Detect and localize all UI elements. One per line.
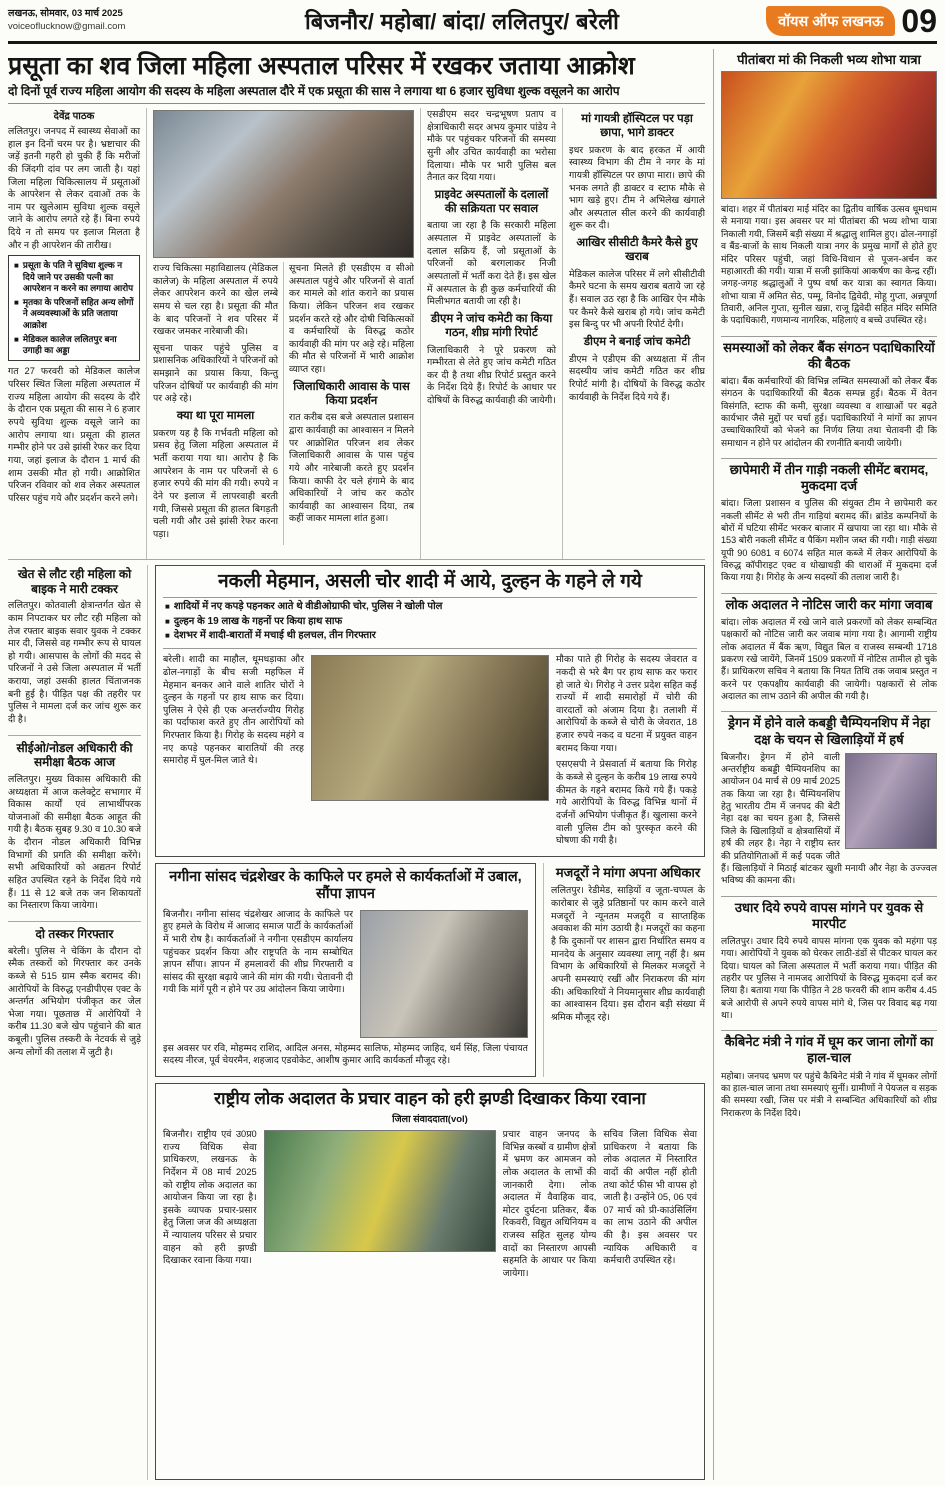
masthead-right (766, 5, 937, 37)
story-body: बांदा। जिला प्रशासन व पुलिस की संयुक्त टीम ने छापेमारी कर नकली सीमेंट से भरी तीन गाड़ियां बरामद कीं। ब्रांडेड कम्पनियों के बोरों में घटिया सीमेंट भरकर बाजार में खपाया जा रहा था। मौके से 153 बोरी नकली सीमेंट व पैकिंग मशीन जब्त की गयी। गाड़ी संख्या यूपी 90 6081 व 6074 सहित माल कब्जे में लेकर आरोपियों के विरुद्ध कॉपीराइट एक्ट व धोखाधड़ी की धाराओं में मुकदमा दर्ज किया गया है। गिरोह के अन्य सदस्यों की तलाश जारी है। (721, 498, 937, 583)
story-body: एसएसपी ने प्रेसवार्ता में बताया कि गिरोह के कब्जे से दुल्हन के करीब 19 लाख रुपये कीमत के गहने बरामद किये गये हैं। पकड़े गये आरोपियों के विरुद्ध विभिन्न थानों में दर्जनों अभियोग पंजीकृत हैं। खुलासा करने वाली पुलिस टीम को पुरस्कृत करने की घोषणा की गयी है। (556, 759, 697, 846)
story-headline: छापेमारी में तीन गाड़ी नकली सीमेंट बरामद, मुकदमा दर्ज (729, 462, 929, 494)
right-story-lok-adalat-notice (721, 594, 937, 713)
story-body: ललितपुर। कोतवाली क्षेत्रान्तर्गत खेत से काम निपटाकर घर लौट रही महिला को तेज रफ्तार बाइक सवार युवक ने टक्कर मार दी, जिससे वह गम्भीर रूप से घायल हो गयी। आसपास के लोगों की मदद से परिजनों ने उसे जिला अस्पताल में भर्ती कराया, जहां उसकी हालत चिंताजनक बनी हुई है। पीड़ित पक्ष की तहरीर पर पुलिस ने मामला दर्ज कर जांच शुरू कर दी है। (8, 600, 141, 725)
highlight-item (165, 616, 695, 629)
bullet-icon: ■ (165, 601, 170, 611)
lok-adalat-story (155, 1083, 705, 1480)
lead-subhead: दो दिनों पूर्व राज्य महिला आयोग की सदस्य के महिला अस्पताल दौरे में एक प्रसूता की सास ने लगाया था 6 हजार सुविधा शुल्क वसूलने का आरोप (8, 84, 705, 104)
story-body: सचिव जिला विधिक सेवा प्राधिकरण ने बताया कि लोक अदालत में निस्तारित वादों की अपील नहीं होती तथा कोर्ट फीस भी वापस हो जाती है। उन्होंने 05, 06 एवं 07 मार्च को प्री-काउंसिलिंग का लाभ उठाने की अपील की है। इस अवसर पर न्यायिक अधिकारी व कर्मचारी उपस्थित रहे। (603, 1128, 697, 1266)
rail-story-smugglers-arrested (8, 927, 141, 1067)
body-paragraph: प्रकरण यह है कि गर्भवती महिला को प्रसव हेतु जिला महिला अस्पताल में भर्ती कराया गया था। आरोप है कि आपरेशन के नाम पर परिजनों से 6 हजार रुपये की मांग की गयी। रुपये न देने पर इलाज में लापरवाही बरती गयी, जिससे प्रसूता की हालत बिगड़ती चली गयी और उसे झांसी रेफर करना पड़ा। (153, 427, 279, 539)
story-body: ललितपुर। उधार दिये रुपये वापस मांगना एक युवक को महंगा पड़ गया। आरोपियों ने युवक को घेरकर लाठी-डंडों से पीटकर घायल कर दिया। घायल को जिला अस्पताल में भर्ती कराया गया। पीड़ित की तहरीर पर पुलिस ने नामजद आरोपियों के विरुद्ध मुकदमा दर्ज कर लिया है। बताया गया कि पीड़ित ने 28 फरवरी की शाम करीब 4.45 बजे आरोपी से अपने रुपये वापस मांगे थे, जिस पर विवाद बढ़ गया था। (721, 935, 937, 1020)
story-headline: दो तस्कर गिरफ्तार (35, 926, 114, 941)
brand-badge: वॉयस ऑफ लखनऊ (766, 6, 895, 36)
story-headline: मजदूरों ने मांगा अपना अधिकार (555, 864, 701, 880)
memorandum-handover-photo (360, 910, 528, 1038)
story-headline: ड्रेगन में होने वाले कबड्डी चैम्पियनशिप में नेहा दक्ष के चयन से खिलाड़ियों में हर्ष (727, 715, 931, 747)
story-body: बांदा। लोक अदालत में रखे जाने वाले प्रकरणों को लेकर सम्बन्धित पक्षकारों को नोटिस जारी कर जवाब मांगा गया है। आगामी राष्ट्रीय लोक अदालत में बैंक ऋण, विद्युत बिल व राजस्व सम्बन्धी 1718 प्रकरण रखे जायेंगे, जिनमें 1509 प्रकरणों में नोटिस तामील हो चुके हैं। प्राधिकरण सचिव ने बताया कि नियत तिथि तक जवाब प्रस्तुत न करने पर एकपक्षीय कार्यवाही की जायेगी। पक्षकारों से लोक अदालत का लाभ उठाने की अपील की गयी है। (721, 616, 937, 702)
story-columns (163, 1128, 697, 1284)
bullet-icon: ■ (14, 334, 19, 344)
body-paragraph: रात करीब दस बजे अस्पताल प्रशासन द्वारा कार्यवाही का आश्वासन न मिलने पर आक्रोशित परिजन शव लेकर जिलाधिकारी आवास के पास पहुंच गये और नारेबाजी करते हुए प्रदर्शन किया। काफी देर चले हंगामे के बाद अधिकारियों ने जांच कर कठोर कार्यवाही का आश्वासन दिया, तब कहीं जाकर मामला शांत हुआ। (289, 412, 415, 524)
story-bullets (163, 597, 697, 649)
story-headline: लोक अदालत ने नोटिस जारी कर मांगा जवाब (725, 596, 933, 612)
section-subhead: मां गायत्री हॉस्पिटल पर पड़ा छापा, भागे डाक्टर (581, 113, 693, 139)
right-story-fake-cement (721, 459, 937, 594)
story-headline: राष्ट्रीय लोक अदालत के प्रचार वाहन को हरी झण्डी दिखाकर किया रवाना (214, 1088, 646, 1108)
bullet-icon: ■ (165, 631, 170, 641)
lead-col-1 (8, 108, 147, 559)
story-body: मौका पाते ही गिरोह के सदस्य जेवरात व नकदी से भरे बैग पर हाथ साफ कर फरार हो जाते थे। गिरोह ने उत्तर प्रदेश सहित कई राज्यों में शादी समारोहों में चोरी की वारदातों को अंजाम दिया है। तलाशी में आरोपियों के कब्जे से चोरी के जेवरात, 18 हजार रुपये नकद व घटना में प्रयुक्त वाहन बरामद किया गया। (556, 654, 697, 753)
story-headline: सीईओ/नोडल अधिकारी की समीक्षा बैठक आज (16, 740, 133, 770)
highlight-text: शादियों में नए कपड़े पहनकर आते थे वीडीओग्राफी चोर, पुलिस ने खोली पोल (173, 600, 443, 612)
body-paragraph: इधर प्रकरण के बाद हरकत में आयी स्वास्थ्य विभाग की टीम ने नगर के मां गायत्री हॉस्पिटल पर छापा मारा। छापे की भनक लगते ही डाक्टर व स्टाफ मौके से भाग खड़े हुए। टीम ने अभिलेख खंगाले और अस्पताल सील करने की कार्यवाही शुरू कर दी। (569, 144, 705, 231)
body-paragraph: राज्य चिकित्सा महाविद्यालय (मेडिकल कालेज) के महिला अस्पताल में रुपये लेकर आपरेशन करने का खेल लम्बे समय से चल रहा है। प्रसूता की मौत के बाद परिजनों ने शव परिसर में रखकर जमकर नारेबाजी की। (153, 263, 279, 337)
story-headline: कैबिनेट मंत्री ने गांव में घूम कर जाना लोगों का हाल-चाल (724, 1034, 934, 1066)
procession-photo (721, 71, 937, 199)
wedding-thieves-story (155, 565, 705, 857)
right-story-bank-meeting (721, 337, 937, 459)
rail-story-accident (8, 567, 141, 736)
story-byline: जिला संवाददाता(vol) (392, 1113, 468, 1125)
right-story-procession (721, 49, 937, 337)
flag-off-photo (264, 1130, 496, 1252)
body-paragraph: जिलाधिकारी ने पूरे प्रकरण को गम्भीरता से लेते हुए जांच कमेटी गठित कर दी है तथा शीघ्र रिपोर्ट प्रस्तुत करने के निर्देश दिये हैं। रिपोर्ट के आधार पर दोषियों के विरुद्ध कार्यवाही की जायेगी। (427, 344, 557, 406)
page-number: 09 (901, 3, 937, 39)
lead-columns (8, 108, 705, 560)
story-body: प्रचार वाहन जनपद के विभिन्न कस्बों व ग्रामीण क्षेत्रों में भ्रमण कर आमजन को लोक अदालत के लाभों की जानकारी देगा। लोक अदालत में वैवाहिक वाद, मोटर दुर्घटना प्रतिकर, बैंक रिकवरी, विद्युत अधिनियम व राजस्व सहित सुलह योग्य वादों का निस्तारण आपसी सहमति के आधार पर किया जायेगा। (502, 1128, 597, 1278)
lead-col-5 (563, 108, 705, 559)
bullet-icon: ■ (165, 616, 170, 626)
masthead-dateline: लखनऊ, सोमवार, 03 मार्च 2025 (8, 8, 123, 20)
right-story-minister-visit (721, 1031, 937, 1128)
story-body: बरेली। पुलिस ने चेकिंग के दौरान दो स्मैक तस्करों को गिरफ्तार कर उनके कब्जे से 515 ग्राम स्मैक बरामद की। आरोपियों के विरुद्ध एनडीपीएस एक्ट के अन्तर्गत अभियोग पंजीकृत कर जेल भेजा गया। पूछताछ में आरोपियों ने करीब 11.30 बजे खेप पहुंचाने की बात कबूली। पुलिस तस्करी के नेटवर्क से जुड़े अन्य लोगों की तलाश में जुटी है। (8, 945, 141, 1057)
highlight-text: प्रसूता के पति ने सुविधा शुल्क न दिये जाने पर उसकी पत्नी का आपरेशन न करने का लगाया आरोप (22, 260, 134, 293)
section-subhead: डीएम ने जांच कमेटी का किया गठन, शीघ्र मांगी रिपोर्ट (430, 312, 553, 339)
highlight-text: मेडिकल कालेज ललितपुर बना उगाही का अड्डा (22, 333, 117, 356)
left-area (8, 49, 705, 1480)
highlight-text: देशभर में शादी-बारातों में मचाई थी हलचल, तीन गिरफ्तार (173, 630, 376, 642)
story-columns (163, 653, 697, 851)
story-body: बांदा। बैंक कर्मचारियों की विभिन्न लम्बित समस्याओं को लेकर बैंक संगठन के पदाधिकारियों की बैठक सम्पन्न हुई। बैठक में वेतन विसंगति, स्टाफ की कमी, सुरक्षा व्यवस्था व शाखाओं पर बढ़ते कार्यभार जैसे मुद्दों पर चर्चा हुई। पदाधिकारियों ने मांगों का ज्ञापन उच्चाधिकारियों को भेजने का निर्णय लिया तथा चेतावनी दी कि समाधान न होने पर आंदोलन की रणनीति बनायी जायेगी। (721, 375, 937, 448)
lead-col-mid (147, 108, 421, 559)
bullet-icon: ■ (14, 261, 19, 271)
lead-mid-two-cols (153, 262, 414, 545)
rail-story-review-meeting (8, 741, 141, 922)
body-paragraph: बताया जा रहा है कि सरकारी महिला अस्पताल में प्राइवेट अस्पतालों के दलाल सक्रिय हैं, जो प्रसूताओं के परिजनों को बरगलाकर निजी अस्पतालों में भर्ती करा देते हैं। इस खेल में अस्पताल के ही कुछ कर्मचारियों की मिलीभगत बतायी जा रही है। (427, 220, 557, 307)
masthead (8, 5, 937, 44)
police-press-conference-photo (311, 655, 549, 801)
story-headline: नकली मेहमान, असली चोर शादी में आये, दुल्हन के गहने ले गये (218, 571, 642, 592)
lead-col-4 (421, 108, 563, 559)
highlight-item (165, 601, 695, 614)
lead-headline: प्रसूता का शव जिला महिला अस्पताल परिसर में रखकर जताया आक्रोश (8, 52, 635, 80)
lead-story (8, 49, 705, 560)
section-subhead: डीएम ने बनाई जांच कमेटी (583, 335, 691, 348)
story-body: ललितपुर। मुख्य विकास अधिकारी की अध्यक्षता में आज कलेक्ट्रेट सभागार में विकास कार्यों एवं लाभार्थीपरक योजनाओं की समीक्षा बैठक आहूत की गयी है। बैठक सुबह 9.30 व 10.30 बजे के दौरान नोडल अधिकारी विभिन्न विभागों की प्रगति की समीक्षा करेंगे। सभी अधिकारियों को अद्यतन रिपोर्ट सहित उपस्थित रहने के निर्देश दिये गये हैं। 11 से 12 बजे तक जन शिकायतों का निस्तारण किया जायेगा। (8, 773, 141, 911)
section-subhead: प्राइवेट अस्पतालों के दलालों की सक्रियता पर सवाल (434, 188, 549, 215)
mid-area (148, 565, 705, 1480)
story-body: बांदा। शहर में पीतांबरा माई मंदिर का द्वितीय वार्षिक उत्सव धूमधाम से मनाया गया। इस अवसर पर मां पीतांबरा की भव्य शोभा यात्रा निकाली गयी, जिसमें बड़ी संख्या में श्रद्धालु शामिल हुए। ढोल-नगाड़ों व बैंड-बाजों के साथ निकली यात्रा नगर के प्रमुख मार्गों से होते हुए मंदिर परिसर पहुंची, जहां विधि-विधान से पूजन-अर्चन कर महाआरती की गयी। यात्रा में सजी झांकियां आकर्षण का केन्द्र रहीं। जगह-जगह श्रद्धालुओं ने पुष्प वर्षा कर यात्रा का स्वागत किया। शोभा यात्रा में अमित सेठ, पम्मू, विनोद द्विवेदी, मोहू गुप्ता, अन्नपूर्णा तिवारी, अनिल गुप्ता, सुनील खन्ना, राजू द्विवेदी सहित मंदिर समिति के पदाधिकारी, गणमान्य नागरिक, महिलाएं व बच्चे उपस्थित रहे। (721, 204, 937, 326)
highlight-item (14, 297, 134, 331)
mp-convoy-story (155, 863, 536, 1077)
page-content (8, 44, 937, 1480)
lead-story-photo (153, 110, 414, 258)
bullet-icon: ■ (14, 298, 19, 308)
laborers-rights-story (543, 863, 705, 1077)
left-rail (8, 565, 148, 1480)
right-story-assault (721, 897, 937, 1032)
section-subhead: जिलाधिकारी आवास के पास किया प्रदर्शन (293, 380, 410, 407)
lead-col-2 (153, 262, 284, 545)
masthead-left (8, 8, 158, 34)
section-subhead: क्या था पूरा मामला (176, 410, 255, 423)
section-subhead: आखिर सीसीटी कैमरे कैसे हुए खराब (576, 237, 698, 263)
highlight-text: मृतका के परिजनों सहित अन्य लोगों ने अव्यवस्थाओं के प्रति जताया आक्रोश (22, 297, 134, 330)
story-headline: खेत से लौट रही महिला को बाइक ने मारी टक्कर (17, 567, 132, 596)
highlights-box (8, 255, 140, 361)
highlight-text: दुल्हन के 19 लाख के गहनों पर किया हाथ साफ (173, 615, 343, 627)
masthead-email-link[interactable]: voiceoflucknow@gmail.com (8, 21, 126, 32)
highlight-item (14, 260, 134, 294)
story-headline: पीतांबरा मां की निकली भव्य शोभा यात्रा (737, 52, 921, 67)
lower-left (8, 560, 705, 1480)
story-headline: समस्याओं को लेकर बैंक संगठन पदाधिकारियों की बैठक (723, 339, 935, 371)
highlight-item (165, 630, 695, 643)
body-paragraph: ललितपुर। जनपद में स्वास्थ्य सेवाओं का हाल इन दिनों चरम पर है। भ्रष्टाचार की जड़ें इतनी गहरी हो चुकी हैं कि मरीजों की जिंदगी दांव पर लग जाती है। यहां जिला महिला चिकित्सालय में प्रसूताओं के आपरेशन से लेकर दवाओं तक के नाम पर खुलेआम सुविधा शुल्क वसूले जाने के आरोप लगते रहे हैं। बिना रुपये दिये न तो समय पर इलाज मिलता है और न ही आपरेशन की तारीख। (8, 126, 140, 250)
story-body: महोबा। जनपद भ्रमण पर पहुंचे कैबिनेट मंत्री ने गांव में घूमकर लोगों का हाल-चाल जाना तथा समस्याएं सुनीं। ग्रामीणों ने पेयजल व सड़क की समस्या रखी, जिस पर मंत्री ने सम्बन्धित अधिकारियों को शीघ्र निराकरण के निर्देश दिये। (721, 1070, 937, 1118)
story-headline: नगीना सांसद चंद्रशेखर के काफिले पर हमले से कार्यकर्ताओं में उबाल, सौंपा ज्ञापन (169, 868, 522, 903)
lead-byline: देवेंद्र पाठक (53, 111, 95, 122)
story-body: बरेली। शादी का माहौल, धूमधड़ाका और ढोल-नगाड़ों के बीच सजी महफिल में मेहमान बनकर आने वाले शातिर चोरों ने दुल्हन के गहनों पर हाथ साफ कर दिया। पुलिस ने ऐसे ही एक अन्तर्राज्यीय गिरोह का पर्दाफाश करते हुए तीन आरोपियों को गिरफ्तार किया है। गिरोह के सदस्य महंगे व नए कपड़े पहनकर बारातियों की तरह समारोह में घुल-मिल जाते थे। (163, 654, 304, 766)
body-paragraph: गत 27 फरवरी को मेडिकल कालेज परिसर स्थित जिला महिला अस्पताल में राज्य महिला आयोग की सदस्य के दौरे के दौरान एक प्रसूता की सास ने 6 हजार रुपये सुविधा शुल्क वसूले जाने का आरोप लगाया था। प्रसूता की हालत गम्भीर होने पर उसे झांसी रेफर कर दिया गया, जहां इलाज के दौरान 1 मार्च की शाम उसकी मौत हो गयी। आक्रोशित परिजन रविवार को शव लेकर अस्पताल परिसर पहुंच गये और प्रदर्शन करने लगे। (8, 366, 140, 503)
story-body: बिजनौर। ड्रेगन में होने वाली अन्तर्राष्ट्रीय कबड्डी चैम्पियनशिप का आयोजन 04 मार्च से 09 मार्च 2025 तक किया जा रहा है। चैम्पियनशिप हेतु भारतीय टीम में जनपद की बेटी नेहा दक्ष का चयन हुआ है, जिससे जिले के खिलाड़ियों व क्षेत्रवासियों में हर्ष की लहर है। नेहा ने राष्ट्रीय स्तर की प्रतियोगिताओं में कई पदक जीते हैं। खिलाड़ियों ने मिठाई बांटकर खुशी मनायी और नेहा के उज्ज्वल भविष्य की कामना की। (721, 751, 937, 886)
story-body: बिजनौर। राष्ट्रीय एवं उ0प्र0 राज्य विधिक सेवा प्राधिकरण, लखनऊ के निर्देशन में 08 मार्च 2025 को राष्ट्रीय लोक अदालत का आयोजन किया जा रहा है। इसके व्यापक प्रचार-प्रसार हेतु जिला जज की अध्यक्षता में न्यायालय परिसर से प्रचार वाहन को हरी झण्डी दिखाकर रवाना किया गया। (163, 1128, 257, 1266)
body-paragraph: डीएम ने एडीएम की अध्यक्षता में तीन सदस्यीय जांच कमेटी गठित कर शीघ्र रिपोर्ट मांगी है। दोषियों के विरुद्ध कठोर कार्यवाही के निर्देश दिये गये हैं। (569, 353, 705, 402)
right-story-kabaddi (721, 712, 937, 896)
body-paragraph: मेडिकल कालेज परिसर में लगे सीसीटीवी कैमरे घटना के समय खराब बताये जा रहे हैं। सवाल उठ रहा है कि आखिर ऐन मौके पर कैमरे कैसे खराब हो गये। जांच कमेटी इस बिन्दु पर भी अपनी रिपोर्ट देगी। (569, 268, 705, 330)
story-headline: उधार दिये रुपये वापस मांगने पर युवक से मारपीट (734, 899, 924, 931)
story-body: इस अवसर पर रवि, मोहम्मद राशिद, आदिल अनस, मोहम्मद सालिफ, मोहम्मद जाहिद, धर्म सिंह, जिला पंचायत सदस्य नीरज, पूर्व चेयरमैन, शहजाद एडवोकेट, आशीष कुमार आदि कार्यकर्ता मौजूद रहे। (163, 1042, 528, 1066)
story-columns (163, 908, 528, 1042)
masthead-districts: बिजनौर/ महोबा/ बांदा/ ललितपुर/ बरेली (305, 9, 620, 34)
body-paragraph: सूचना मिलते ही एसडीएम व सीओ अस्पताल पहुंचे और परिजनों से वार्ता कर मामले को शांत कराने का प्रयास किया। लेकिन परिजन शव रखकर प्रदर्शन करते रहे और दोषी चिकित्सकों व कर्मचारियों के विरुद्ध कठोर कार्यवाही की मांग पर अड़े रहे। महिला की मौत से परिजनों में भारी आक्रोश व्याप्त रहा। (289, 263, 415, 375)
story-body: ललितपुर। रेडीमेड, साड़ियों व जूता-चप्पल के कारोबार से जुड़े प्रतिष्ठानों पर काम करने वाले मजदूरों ने न्यूनतम मजदूरी व साप्ताहिक अवकाश की मांग उठायी है। मजदूरों का कहना है कि दुकानों पर शासन द्वारा निर्धारित समय व मानदेय के अनुसार व्यवस्था लागू नहीं है। श्रम विभाग के अधिकारियों से मिलकर मजदूरों ने अपनी समस्याएं रखीं और निराकरण की मांग की। अधिकारियों ने नियमानुसार शीघ्र कार्यवाही का आश्वासन दिया। इस दौरान बड़ी संख्या में श्रमिक मौजूद रहे। (551, 885, 705, 1022)
mid-row-2 (155, 863, 705, 1077)
kabaddi-player-photo (845, 753, 937, 849)
body-paragraph: एसडीएम सदर चन्द्रभूषण प्रताप व क्षेत्राधिकारी सदर अभय कुमार पांडेय ने मौके पर पहुंचकर परिजनों की समस्या सुनी और उचित कार्यवाही का भरोसा दिलाया। मौके पर भारी पुलिस बल तैनात कर दिया गया। (427, 109, 557, 183)
highlight-item (14, 334, 134, 357)
right-column (713, 49, 937, 1480)
story-body: बिजनौर। नगीना सांसद चंद्रशेखर आजाद के काफिले पर हुए हमले के विरोध में आजाद समाज पार्टी के कार्यकर्ताओं में भारी रोष है। कार्यकर्ताओं ने नगीना एसडीएम कार्यालय पहुंचकर प्रदर्शन किया और राष्ट्रपति के नाम सम्बोधित ज्ञापन सौंपा। ज्ञापन में हमलावरों की शीघ्र गिरफ्तारी व सांसद की सुरक्षा बढ़ाये जाने की मांग की गयी। चेतावनी दी गयी कि मांगें पूरी न होने पर उग्र आंदोलन किया जायेगा। (163, 908, 353, 995)
lead-col-3 (284, 262, 414, 545)
body-paragraph: सूचना पाकर पहुंचे पुलिस व प्रशासनिक अधिकारियों ने परिजनों को समझाने का प्रयास किया, किन्तु परिजन दोषियों पर कार्यवाही की मांग पर अड़े रहे। (153, 342, 279, 404)
